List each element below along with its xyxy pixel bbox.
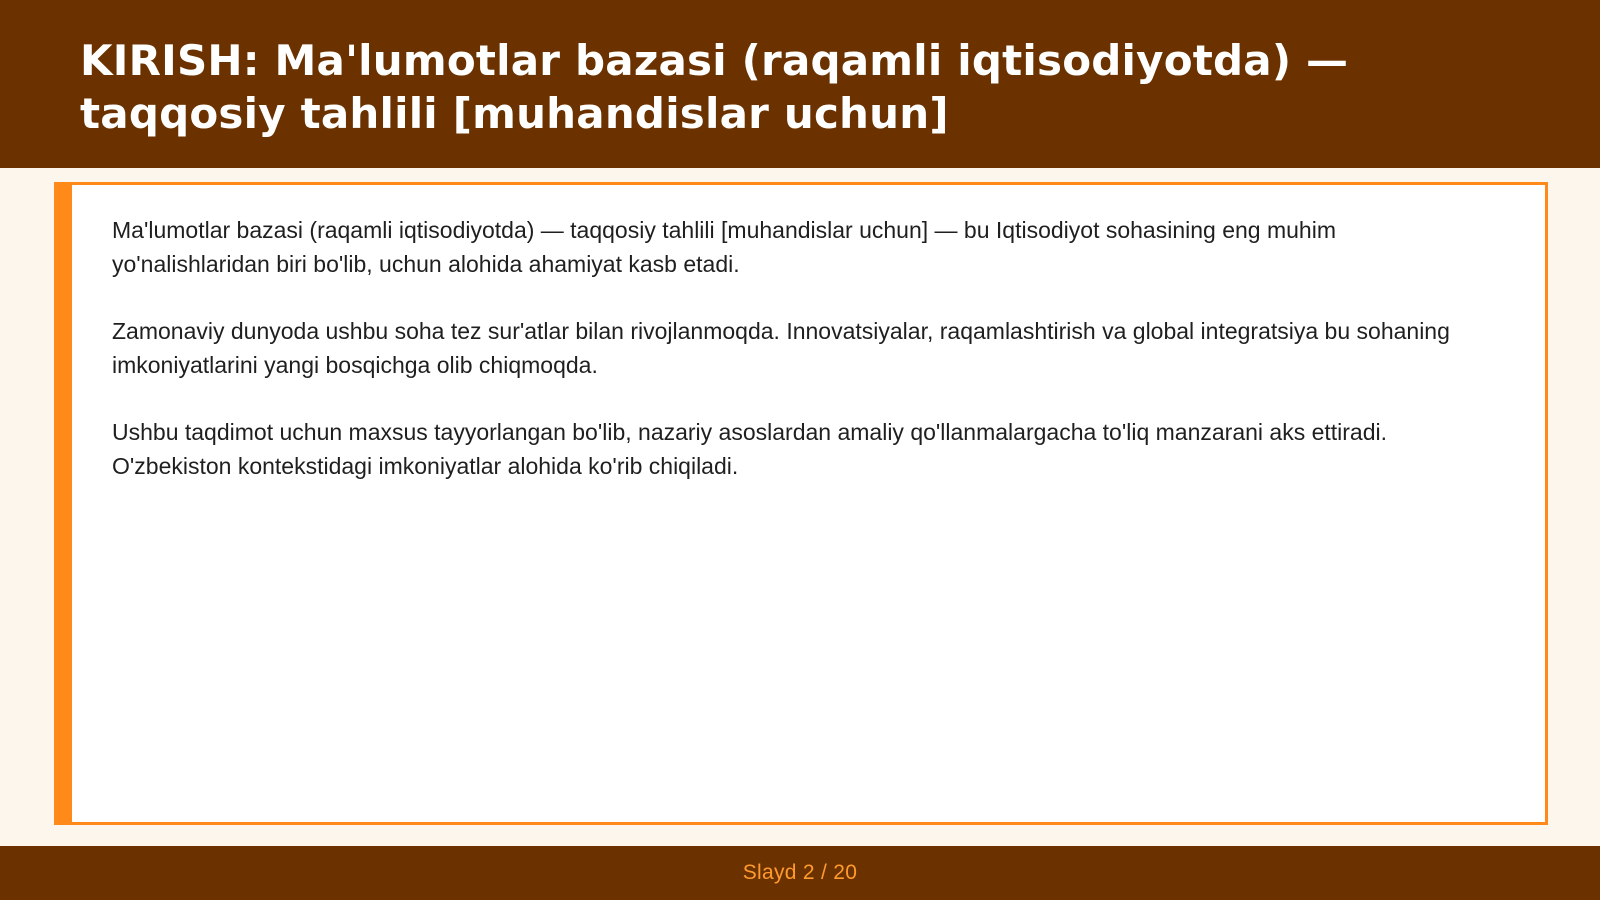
presentation-paragraph: Ushbu taqdimot uchun maxsus tayyorlangan bo'lib, nazariy asoslardan amaliy qo'llanmalargacha to'liq manzarani aks ettiradi. O'zbekiston kontekstidagi imkoniyatlar alohida ko'rib chiqiladi.: [112, 419, 1388, 479]
slide-header: [0, 0, 1600, 168]
content-card: [54, 182, 1548, 825]
development-paragraph: Zamonaviy dunyoda ushbu soha tez sur'atlar bilan rivojlanmoqda. Innovatsiyalar, raqamlashtirish va global integratsiya bu sohaning imkoniyatlarini yangi bosqichga olib chiqmoqda.: [112, 318, 1450, 378]
slide-footer: [0, 846, 1600, 900]
slide-counter: Slayd 2 / 20: [742, 861, 858, 884]
intro-paragraph: Ma'lumotlar bazasi (raqamli iqtisodiyotda) — taqqosiy tahlili [muhandislar uchun] — bu Iqtisodiyot sohasining eng muhim yo'nalishlaridan biri bo'lib, uchun alohida ahamiyat kasb etadi.: [112, 217, 1336, 277]
slide-title: KIRISH: Ma'lumotlar bazasi (raqamli iqtisodiyotda) — taqqosiy tahlili [muhandislar uchun]: [80, 36, 1349, 138]
